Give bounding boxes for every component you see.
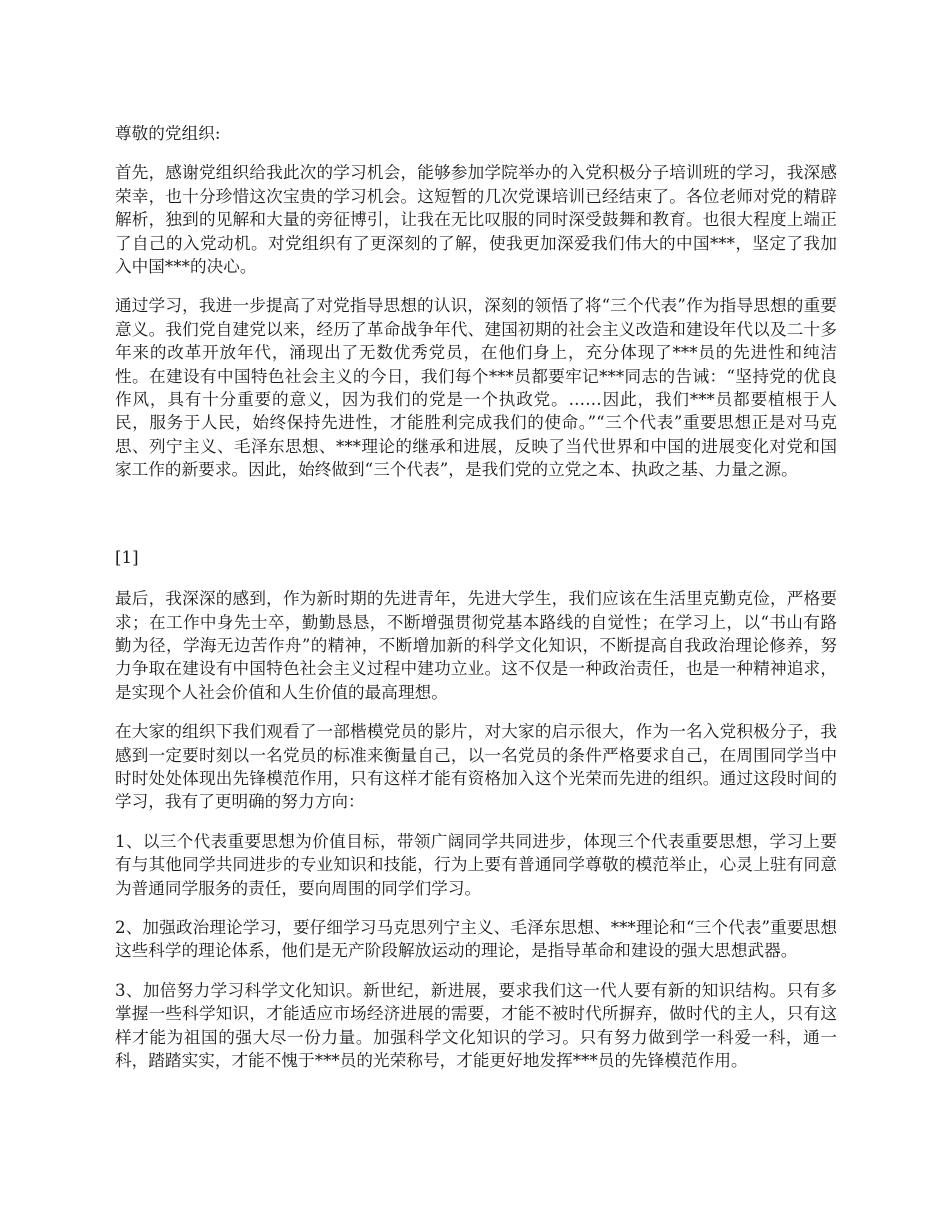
paragraph-goal-2: 2、加强政治理论学习，要仔细学习马克思列宁主义、毛泽东思想、***理论和“三个代表”重要思想这些科学的理论体系，他们是无产阶段解放运动的理论，是指导革命和建设的强大思想武器。: [115, 917, 837, 961]
salutation: 尊敬的党组织:: [115, 124, 221, 143]
paragraph-goal-1: 1、以三个代表重要思想为价值目标，带领广阔同学共同进步，体现三个代表重要思想，学习上要有与其他同学共同进步的专业知识和技能，行为上要有普通同学尊敬的模范举止，心灵上驻有同意为普通同学服务的责任，要向周围的同学们学习。: [115, 831, 837, 898]
paragraph-goal-3: 3、加倍努力学习科学文化知识。新世纪，新进展，要求我们这一代人要有新的知识结构。只有多掌握一些科学知识，才能适应市场经济进展的需要，才能不被时代所摒弃，做时代的主人，只有这样才能为祖国的强大尽一份力量。加强科学文化知识的学习。只有努力做到学一科爱一科，通一科，踏踏实实，才能不愧于***员的光荣称号，才能更好地发挥***员的先锋模范作用。: [115, 980, 837, 1070]
paragraph-conclusion: 最后，我深深的感到，作为新时期的先进青年，先进大学生，我们应该在生活里克勤克俭，严格要求；在工作中身先士卒，勤勤恳恳，不断增强贯彻党基本路线的自觉性；在学习上，以“书山有路勤为径，学海无边苦作舟”的精神，不断增加新的科学文化知识，不断提高自我政治理论修养，努力争取在建设有中国特色社会主义过程中建功立业。这不仅是一种政治责任，也是一种精神追求，是实现个人社会价值和人生价值的最高理想。: [115, 589, 837, 702]
document-page: [115, 122, 837, 1072]
footnote-marker: [1]: [115, 547, 139, 567]
paragraph-film-inspiration: 在大家的组织下我们观看了一部楷模党员的影片，对大家的启示很大，作为一名入党积极分子，我感到一定要时刻以一名党员的标准来衡量自己，以一名党员的条件严格要求自己，在周围同学当中时时处处体现出先锋模范作用，只有这样才能有资格加入这个光荣而先进的组织。通过这段时间的学习，我有了更明确的努力方向：: [115, 722, 837, 812]
paragraph-guiding-thought: 通过学习，我进一步提高了对党指导思想的认识，深刻的领悟了将“三个代表”作为指导思想的重要意义。我们党自建党以来，经历了革命战争年代、建国初期的社会主义改造和建设年代以及二十多年来的改革开放年代，涌现出了无数优秀党员，在他们身上，充分体现了***员的先进性和纯洁性。在建设有中国特色社会主义的今日，我们每个***员都要牢记***同志的告诫：“坚持党的优良作风，具有十分重要的意义，因为我们的党是一个执政党。……因此，我们***员都要植根于人民，服务于人民，始终保持先进性，才能胜利完成我们的使命。”“三个代表”重要思想正是对马克思、列宁主义、毛泽东思想、***理论的继承和进展，反映了当代世界和中国的进展变化对党和国家工作的新要求。因此，始终做到“三个代表”，是我们党的立党之本、执政之基、力量之源。: [115, 296, 837, 480]
paragraph-gratitude: 首先，感谢党组织给我此次的学习机会，能够参加学院举办的入党积极分子培训班的学习，我深感荣幸，也十分珍惜这次宝贵的学习机会。这短暂的几次党课培训已经结束了。各位老师对党的精辟解析，独到的见解和大量的旁征博引，让我在无比叹服的同时深受鼓舞和教育。也很大程度上端正了自己的入党动机。对党组织有了更深刻的了解，使我更加深爱我们伟大的中国***，坚定了我加入中国***的决心。: [115, 163, 837, 277]
